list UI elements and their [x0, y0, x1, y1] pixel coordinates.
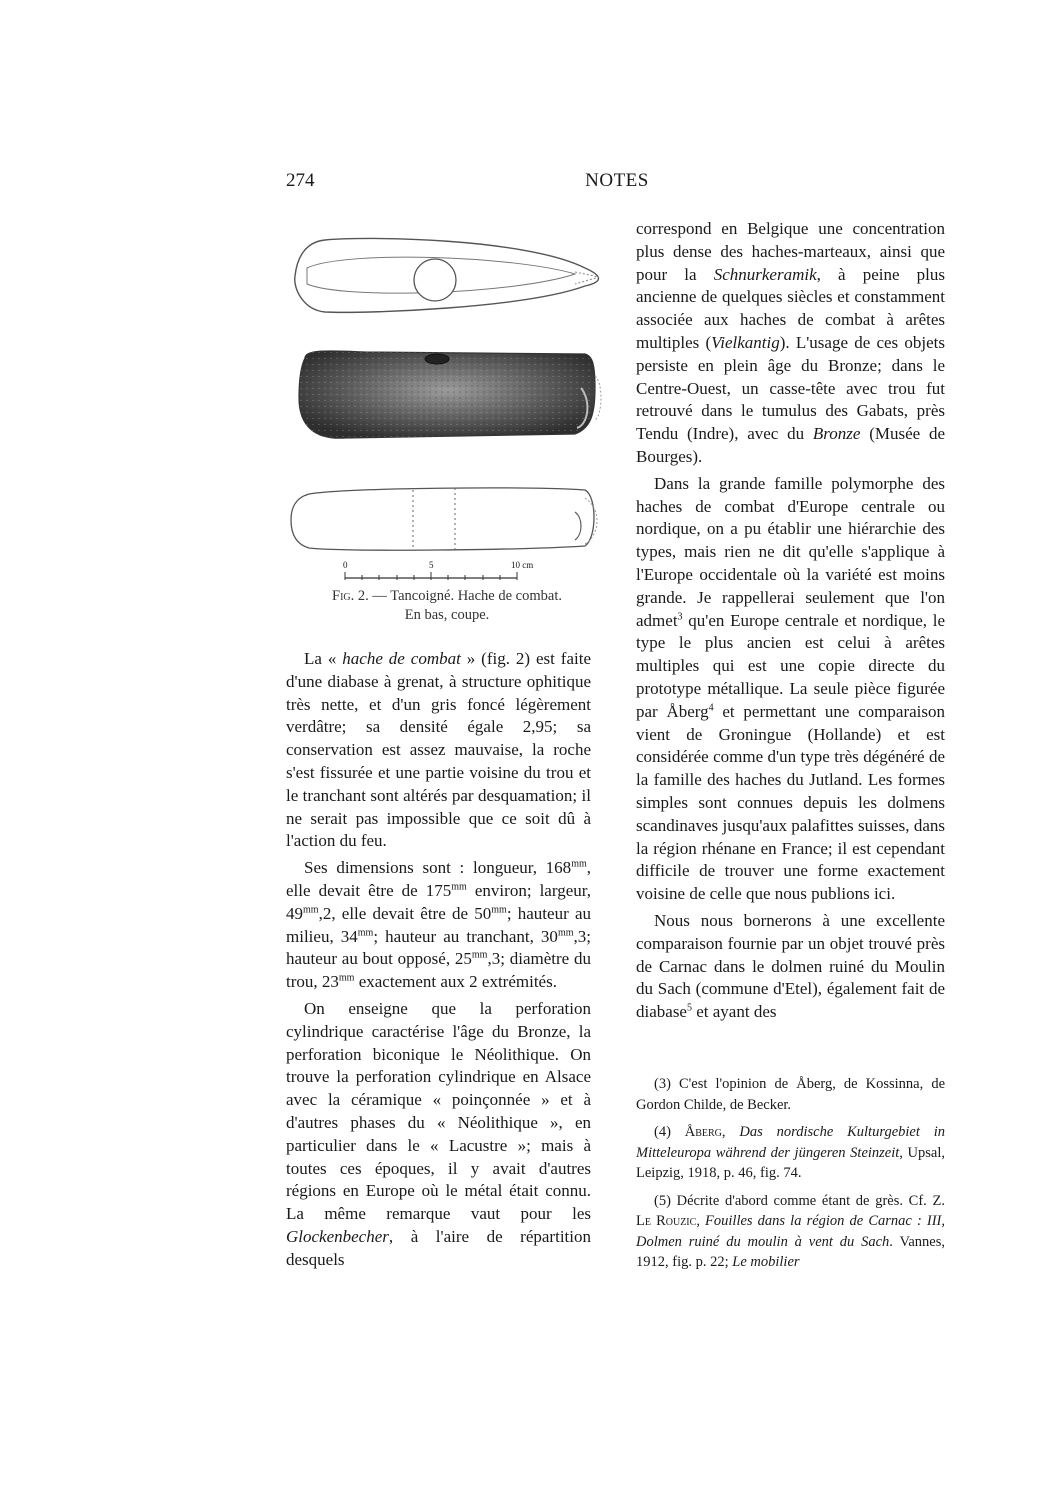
paragraph: La « hache de combat » (fig. 2) est faite d'une diabase à grenat, à structure ophitique très nette, et d'un gris foncé légèrement verdâtre; sa densité égale 2,95; sa conservation est assez mauvaise, la roche s'est fissurée et une partie voisine du trou et le tranchant sont altérés par desquamation; il ne serait pas impossible que ce soit dû à l'action du feu. — [286, 649, 591, 851]
paragraph: correspond en Belgique une concentration plus dense des haches-marteaux, ainsi que pour la Schnurkeramik, à peine plus ancienne de quelques siècles et constamment associée aux haches de combat à arêtes multiples (Vielkantig). L'usage de ces objets persiste en plein âge du Bronze; dans le Centre-Ouest, un casse-tête avec trou fut retrouvé dans le tumulus des Gabats, près Tendu (Indre), avec du Bronze (Musée de Bourges). — [636, 219, 946, 466]
footnotes — [636, 1074, 945, 1280]
battle-axe-illustration — [285, 228, 609, 558]
figure-caption-text: — Tancoigné. Hache de combat. — [372, 588, 562, 604]
paragraph: Dans la grande famille polymorphe des haches de combat d'Europe centrale ou nordique, on a pu établir une hiérarchie des types, mais rien ne dit qu'elle s'applique à l'Europe occidentale où la variété est moins grande. Je rappellerai seulement que l'on admet$^3$ qu'en Europe centrale et nordique, le type le plus ancien est celui à arêtes multiples qui est une copie directe du prototype métallique. La seule pièce figurée par Åberg$^4$ et permettant une comparaison vient de Groningue (Hollande) et est considérée comme d'un type très dégénéré de la famille des haches du Jutland. Les formes simples sont connues depuis les dolmens scandinaves jusqu'aux palafittes suisses, dans la région rhénane en France; il est cependant difficile de trouver une forme exactement voisine de celle que nous publions ici. — [636, 473, 945, 904]
scale-label-start: 0 — [343, 560, 348, 570]
footnote-3: (3) C'est l'opinion de Åberg, de Kossinna, de Gordon Childe, de Becker. — [636, 1076, 945, 1113]
left-column — [286, 648, 591, 1272]
axe-section-view — [291, 488, 597, 550]
footnote-ref-3: 3 — [677, 610, 683, 622]
scale-label-end: 10 cm — [511, 560, 534, 570]
axe-top-view — [295, 238, 599, 312]
page-header — [286, 170, 948, 200]
figure-caption — [285, 587, 609, 625]
footnote-5: (5) Décrite d'abord comme étant de grès. Cf. Z. Le Rouzic, Fouilles dans la région de Carnac : III, Dolmen ruiné du moulin à vent du Sach. Vannes, 1912, fig. p. 22; Le mobilier — [636, 1192, 945, 1270]
right-column — [636, 218, 945, 1024]
axe-side-view — [299, 351, 601, 438]
footnote-4: (4) Åberg, Das nordische Kulturgebiet in Mitteleuropa während der jüngeren Steinzeit, Upsal, Leipzig, 1918, p. 46, fig. 74. — [636, 1124, 945, 1181]
paragraph: Nous nous bornerons à une excellente comparaison fournie par un objet trouvé près de Carnac dans le dolmen ruiné du Moulin du Sach (commune d'Etel), également fait de diabase$^5$ et ayant des — [636, 910, 945, 1022]
footnote-ref-4: 4 — [708, 702, 714, 714]
running-title: NOTES — [585, 170, 649, 191]
footnote-ref-5: 5 — [686, 1002, 692, 1014]
scale-label-middle: 5 — [429, 560, 434, 570]
paragraph-dimensions: Ses dimensions sont : longueur, $168^{mm}$, elle devait être de $175^{mm}$ environ; largeur, $49^{mm},2$, elle devait être de $50^{mm}$; hauteur au milieu, $34^{mm}$; hauteur au tranchant, $30^{mm},3$; hauteur au bout opposé, $25^{mm},3$; diamètre du trou, $23^{mm}$ exactement aux 2 extrémités. — [286, 858, 591, 992]
paragraph: On enseigne que la perforation cylindrique caractérise l'âge du Bronze, la perforation biconique le Néolithique. On trouve la perforation cylindrique en Alsace avec la céramique « poinçonnée » et à d'autres phases du « Néolithique », en particulier dans le « Lacustre »; mais à toutes ces époques, il y avait d'autres régions en Europe où le métal était connu. La même remarque vaut pour les Glockenbecher, à l'aire de répartition desquels — [286, 998, 591, 1269]
scale-labels — [285, 560, 609, 574]
figure-2 — [285, 228, 609, 628]
figure-caption-line2: En bas, coupe. — [404, 607, 490, 623]
page-number: 274 — [286, 170, 315, 191]
figure-label: Fig. 2. — [332, 588, 369, 604]
